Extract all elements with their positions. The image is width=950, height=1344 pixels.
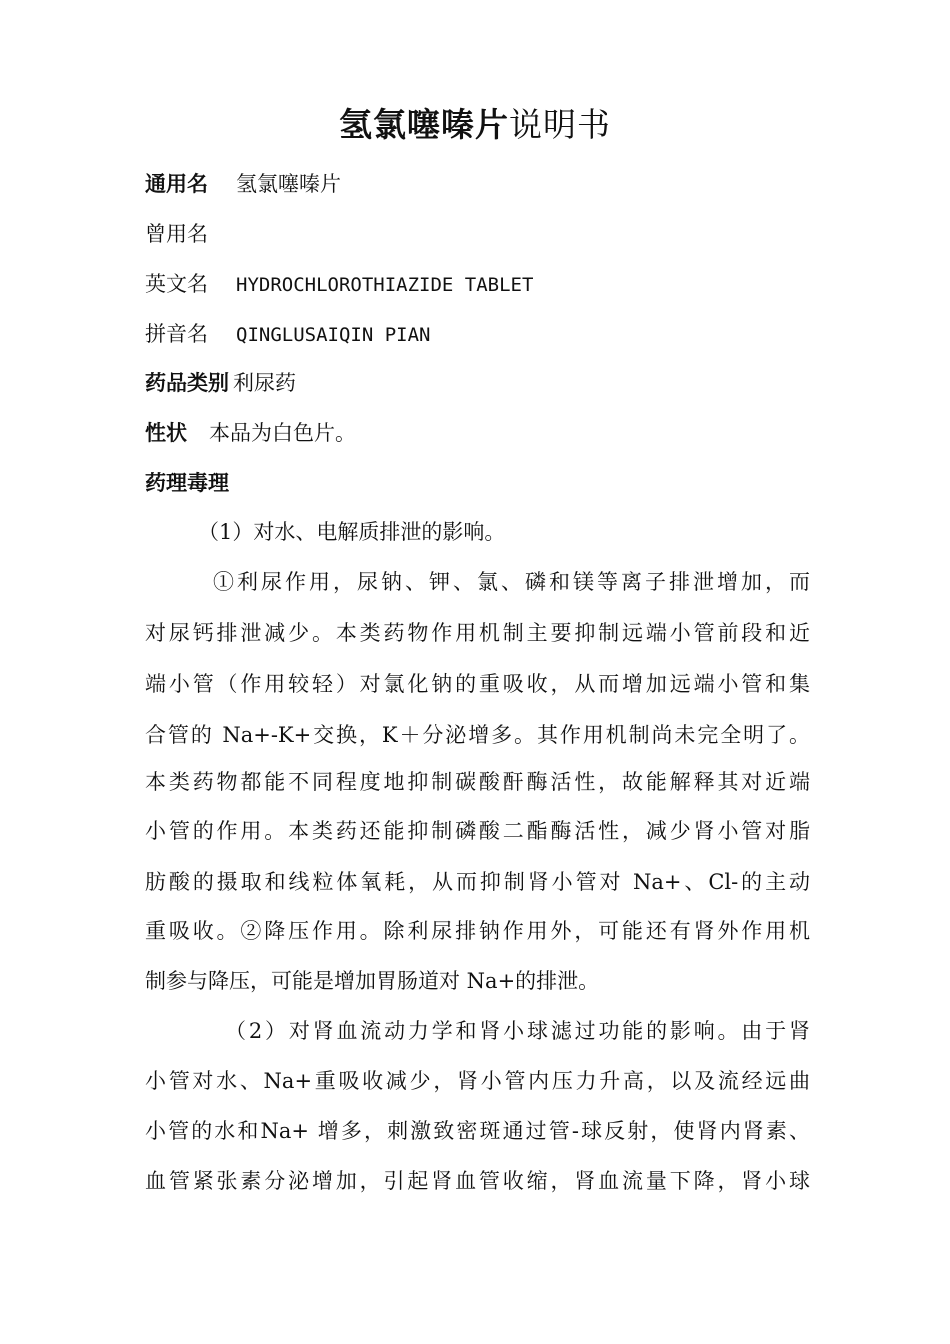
category-value: 利尿药 <box>233 371 296 395</box>
title-suffix: 说明书 <box>509 105 611 144</box>
section-1-line: 端小管（作用较轻）对氯化钠的重吸收，从而增加远端小管和集 <box>145 672 810 696</box>
field-appearance <box>145 416 356 450</box>
appearance-label: 性状 <box>145 421 187 445</box>
pharmacology-label: 药理毒理 <box>145 471 229 495</box>
english-name-label: 英文名 <box>145 272 208 296</box>
pinyin-name-value: QINGLUSAIQIN PIAN <box>236 324 431 346</box>
title-drug-name: 氢氯噻嗪片 <box>339 105 509 144</box>
field-category <box>145 366 296 400</box>
section-2-line: 小管对水、Na+重吸收减少，肾小管内压力升高，以及流经远曲 <box>145 1069 810 1093</box>
field-former-name <box>145 217 236 251</box>
field-pinyin-name <box>145 317 430 351</box>
section-1-line: 肪酸的摄取和线粒体氧耗，从而抑制肾小管对 Na+、Cl-的主动 <box>145 870 810 894</box>
section-1-heading: （1）对水、电解质排泄的影响。 <box>198 520 506 544</box>
section-1-line: 重吸收。②降压作用。除利尿排钠作用外，可能还有肾外作用机 <box>145 919 810 943</box>
field-pharmacology <box>145 466 229 500</box>
field-generic-name <box>145 167 341 201</box>
section-2-line: 血管紧张素分泌增加，引起肾血管收缩，肾血流量下降，肾小球 <box>145 1169 810 1193</box>
generic-name-value: 氢氯噻嗪片 <box>236 172 341 196</box>
category-label: 药品类别 <box>145 371 229 395</box>
generic-name-label: 通用名 <box>145 172 208 196</box>
section-1-line: 合管的 Na+-K+交换，K＋分泌增多。其作用机制尚未完全明了。 <box>145 723 810 747</box>
former-name-label: 曾用名 <box>145 222 208 246</box>
english-name-value: HYDROCHLOROTHIAZIDE TABLET <box>236 274 534 296</box>
appearance-value: 本品为白色片。 <box>209 421 356 445</box>
section-1-line: 制参与降压，可能是增加胃肠道对 Na+的排泄。 <box>145 969 600 993</box>
section-1-line: 本类药物都能不同程度地抑制碳酸酐酶活性，故能解释其对近端 <box>145 770 810 794</box>
pinyin-name-label: 拼音名 <box>145 322 208 346</box>
field-english-name <box>145 267 533 301</box>
document-title <box>0 102 950 148</box>
section-1-line: 小管的作用。本类药还能抑制磷酸二酯酶活性，减少肾小管对脂 <box>145 819 810 843</box>
section-2-line: （2）对肾血流动力学和肾小球滤过功能的影响。由于肾 <box>225 1019 810 1043</box>
section-1-line: ①利尿作用，尿钠、钾、氯、磷和镁等离子排泄增加，而 <box>213 570 810 594</box>
section-2-line: 小管的水和Na+ 增多，刺激致密斑通过管-球反射，使肾内肾素、 <box>145 1119 810 1143</box>
section-1-line: 对尿钙排泄减少。本类药物作用机制主要抑制远端小管前段和近 <box>145 621 810 645</box>
